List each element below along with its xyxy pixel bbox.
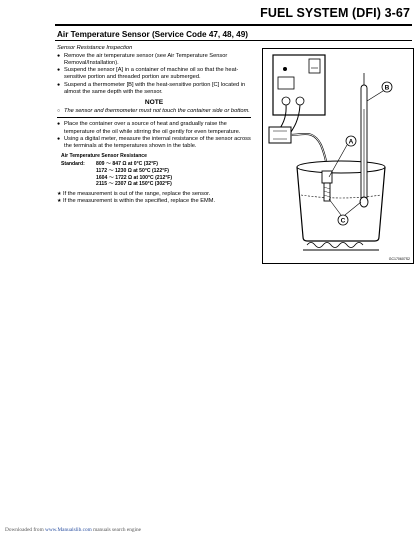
spec-row <box>61 175 251 182</box>
page-header-title: FUEL SYSTEM (DFI) 3-67 <box>260 6 410 20</box>
procedure-step: ● Using a digital meter, measure the internal resistance of the sensor across the terminals at the temperatures shown in the table. <box>57 136 251 150</box>
spec-value: 2115 ～ 2307 Ω at 150°C (302°F) <box>96 181 172 188</box>
spec-row <box>61 168 251 175</box>
callout-b-label: B <box>384 84 390 92</box>
footer-link[interactable]: www.Manualslib.com <box>45 527 92 533</box>
footer-prefix: Downloaded from <box>5 527 44 533</box>
spec-value: 809 ～ 847 Ω at 0°C (32°F) <box>96 160 158 167</box>
section-title: Air Temperature Sensor (Service Code 47, 48, 49) <box>57 30 248 39</box>
callout-c-label: C <box>340 217 346 225</box>
spec-row <box>61 161 251 168</box>
result-instruction: ★ If the measurement is out of the range, replace the sensor. <box>57 191 251 198</box>
procedure-step: ● Remove the air temperature sensor (see Air Temperature Sensor Removal/Installation). <box>57 53 251 67</box>
spec-label: Standard: <box>61 160 85 167</box>
spec-value: 1604 ～ 1722 Ω at 100°C (212°F) <box>96 174 173 181</box>
sensor-test-illustration <box>263 49 413 263</box>
procedure-column <box>57 45 251 206</box>
header-rule <box>55 24 412 26</box>
result-instruction: ★ If the measurement is within the specified, replace the EMM. <box>57 198 251 205</box>
heat-source-icon <box>307 243 363 248</box>
procedure-step: ● Suspend the sensor [A] in a container of machine oil so that the heat-sensitive portion and threaded portion are submerged. <box>57 67 251 81</box>
figure-code: GC170607S2 <box>388 257 410 261</box>
spec-value: 1172 ～ 1230 Ω at 50°C (122°F) <box>96 167 170 174</box>
procedure-step: ● Place the container over a source of heat and gradually raise the temperature of the oil while stirring the oil gently for even temperature. <box>57 121 251 135</box>
note-text: ○ The sensor and thermometer must not touch the container side or bottom. <box>57 108 251 115</box>
page-footer <box>5 527 141 533</box>
note-title: NOTE <box>144 98 164 106</box>
callout-a-label: A <box>348 138 354 146</box>
procedure-subheading: Sensor Resistance Inspection <box>57 45 133 51</box>
note-rule <box>57 117 251 118</box>
footer-suffix: manuals search engine <box>93 527 142 533</box>
spec-table <box>61 153 251 188</box>
spec-row <box>61 181 251 188</box>
procedure-step: ● Suspend a thermometer [B] with the heat-sensitive portion [C] located in almost the same depth with the sensor. <box>57 82 251 96</box>
section-rule <box>55 40 412 41</box>
spec-title: Air Temperature Sensor Resistance <box>61 153 147 160</box>
sensor-test-figure <box>262 48 414 264</box>
